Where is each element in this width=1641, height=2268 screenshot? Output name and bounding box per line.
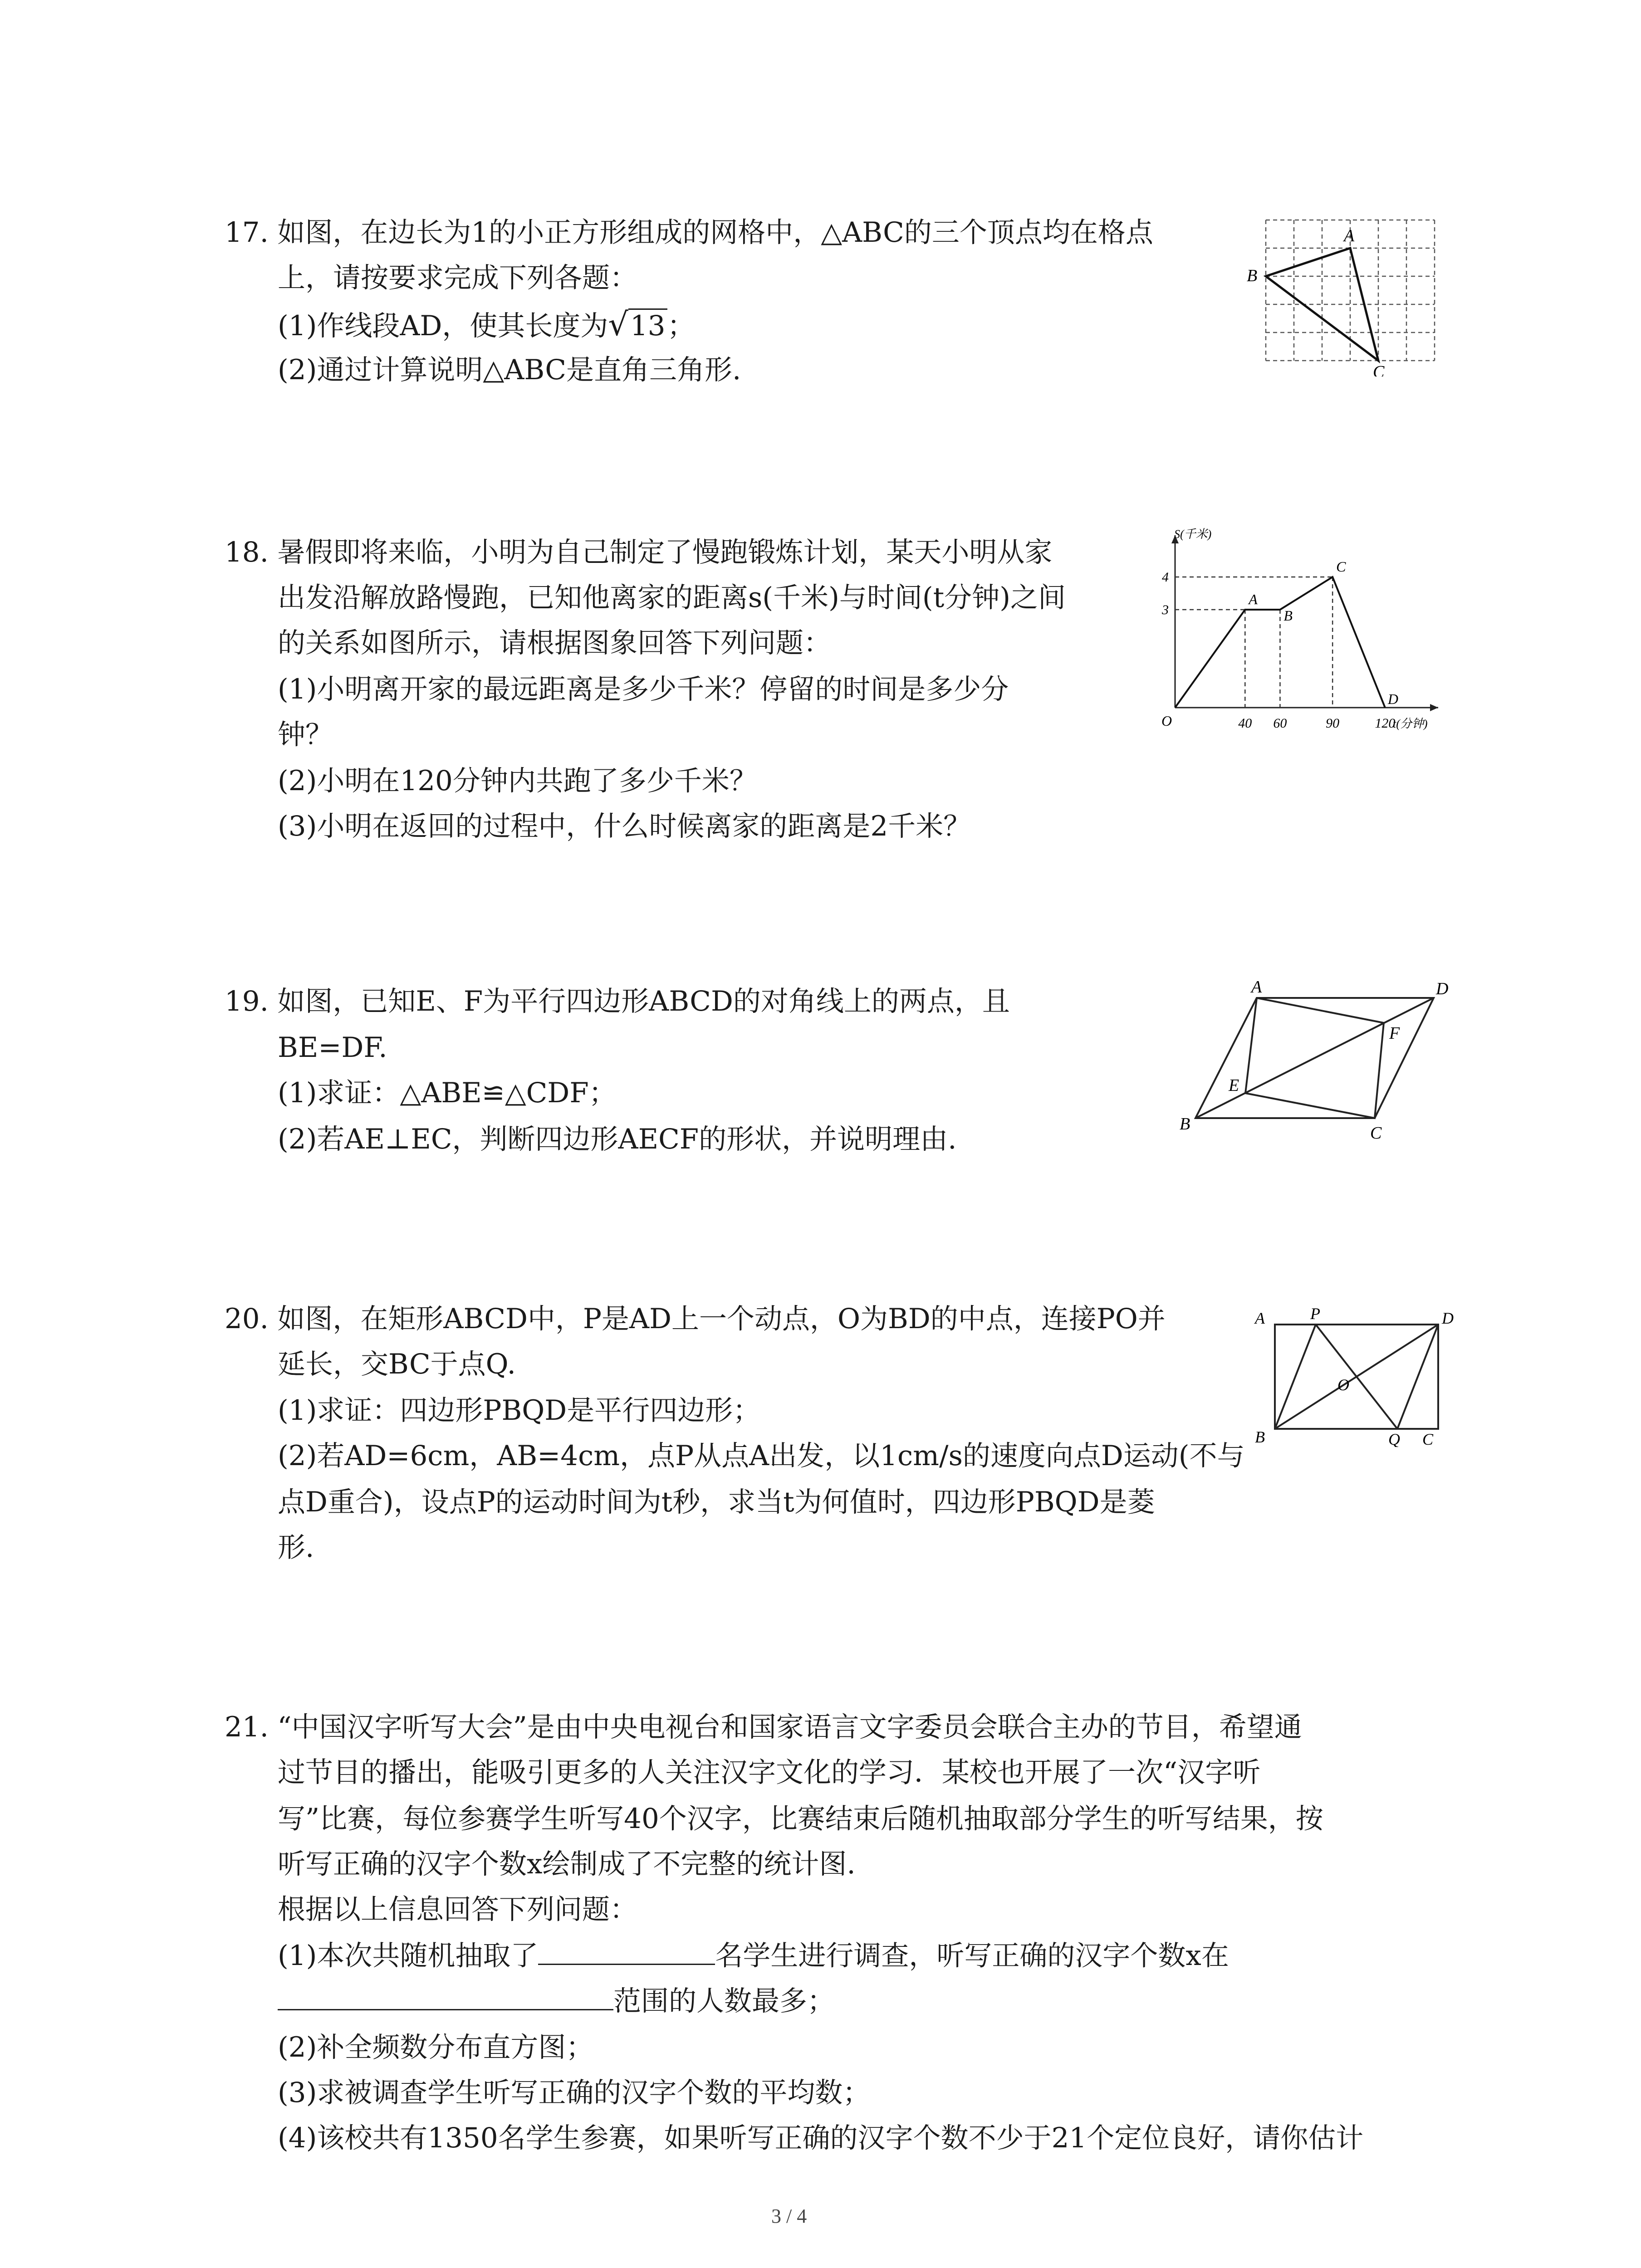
q21-number: 21. xyxy=(225,1711,269,1743)
y-tick-3: 3 xyxy=(1162,602,1169,617)
diagonal-bd xyxy=(1195,998,1434,1118)
q20-line1 xyxy=(225,1302,1166,1336)
q17-line3 xyxy=(278,307,695,343)
q21-line4: 听写正确的汉字个数x绘制成了不完整的统计图. xyxy=(278,1848,856,1880)
q17-text: 如图，在边长为1的小正方形组成的网格中，△ABC的三个顶点均在格点 xyxy=(277,216,1153,249)
q19-line3: (1)求证：△ABE≌△CDF； xyxy=(278,1077,617,1109)
q19-line4: (2)若AE⊥EC，判断四边形AECF的形状，并说明理由. xyxy=(278,1123,957,1155)
q17-number: 17. xyxy=(225,216,269,249)
q21-line5: 根据以上信息回答下列问题： xyxy=(278,1893,638,1926)
q17-line2: 上，请按要求完成下列各题： xyxy=(278,262,638,294)
label-a: A xyxy=(1251,980,1262,997)
label-e: E xyxy=(1229,1076,1239,1095)
label-a: A xyxy=(1255,1309,1265,1327)
q18-number: 18. xyxy=(225,536,269,568)
q21-line10: (4)该校共有1350名学生参赛，如果听写正确的汉字个数不少于21个定位良好，请你估计 xyxy=(278,2122,1364,2154)
label-b: B xyxy=(1247,266,1258,285)
x-tick-90: 90 xyxy=(1326,716,1340,731)
q20-line6: 形. xyxy=(278,1531,314,1564)
label-f: F xyxy=(1389,1024,1400,1043)
q18-distance-time-chart xyxy=(1143,526,1461,735)
label-q: Q xyxy=(1388,1430,1400,1447)
q21-line3: 写”比赛，每位参赛学生听写40个汉字，比赛结束后随机抽取部分学生的听写结果，按 xyxy=(278,1803,1323,1835)
q17-line4: (2)通过计算说明△ABC是直角三角形. xyxy=(278,354,741,386)
answer-blank-range[interactable] xyxy=(278,2009,613,2010)
q20-text: 如图，在矩形ABCD中，P是AD上一个动点，O为BD的中点，连接PO并 xyxy=(277,1303,1166,1335)
q18-line6: (2)小明在120分钟内共跑了多少千米？ xyxy=(278,765,757,797)
label-c: C xyxy=(1422,1430,1434,1447)
q18-line1 xyxy=(225,535,1052,570)
q21-line7 xyxy=(278,1984,835,2019)
y-tick-4: 4 xyxy=(1162,570,1169,585)
q18-line7: (3)小明在返回的过程中，什么时候离家的距离是2千米？ xyxy=(278,810,971,842)
q17-line1 xyxy=(225,215,1153,250)
q20-line5: 点D重合)，设点P的运动时间为t秒，求当t为何值时，四边形PBQD是菱 xyxy=(278,1486,1155,1518)
label-d: D xyxy=(1436,980,1449,998)
q18-line5: 钟？ xyxy=(278,719,333,751)
q18-line3: 的关系如图所示，请根据图象回答下列问题： xyxy=(278,627,832,659)
q18-text: 暑假即将来临，小明为自己制定了慢跑锻炼计划，某天小明从家 xyxy=(277,536,1053,568)
q19-text: 如图，已知E、F为平行四边形ABCD的对角线上的两点，且 xyxy=(277,985,1010,1017)
q21-line9: (3)求被调查学生听写正确的汉字个数的平均数； xyxy=(278,2077,871,2109)
answer-blank-count[interactable] xyxy=(538,1964,715,1965)
q21-line6 xyxy=(278,1939,1229,1973)
q20-line2: 延长，交BC于点Q. xyxy=(278,1348,516,1380)
sqrt-symbol: √ xyxy=(608,306,628,343)
q18-line2: 出发沿解放路慢跑，已知他离家的距离s(千米)与时间(t分钟)之间 xyxy=(278,582,1066,614)
label-o: O xyxy=(1337,1376,1349,1394)
q20-rectangle-figure xyxy=(1252,1306,1461,1447)
x-tick-120: 120 xyxy=(1375,716,1396,731)
q19-line2: BE=DF. xyxy=(278,1031,387,1064)
q21-text: “中国汉字听写大会”是由中央电视台和国家语言文字委员会联合主办的节目，希望通 xyxy=(277,1711,1302,1743)
x-axis-label: t(分钟) xyxy=(1393,717,1428,730)
segment-pq xyxy=(1316,1325,1397,1429)
q18-line4: (1)小明离开家的最远距离是多少千米？停留的时间是多少分 xyxy=(278,673,1009,705)
q17-semicolon: ； xyxy=(667,310,695,342)
q20-line4: (2)若AD=6cm，AB=4cm，点P从点A出发，以1cm/s的速度向点D运动(不与 xyxy=(278,1440,1245,1472)
x-tick-40: 40 xyxy=(1238,716,1252,731)
page-number: 3 / 4 xyxy=(771,2205,807,2227)
q20-number: 20. xyxy=(225,1303,269,1335)
point-label-d: D xyxy=(1387,691,1398,707)
q20-line3: (1)求证：四边形PBQD是平行四边形； xyxy=(278,1394,761,1427)
q21-line2: 过节目的播出，能吸引更多的人关注汉字文化的学习．某校也开展了一次“汉字听 xyxy=(278,1756,1261,1789)
q21-part1-text: (1)本次共随机抽取了 xyxy=(278,1940,539,1972)
label-b: B xyxy=(1255,1428,1265,1446)
q21-part1-rest: 名学生进行调查，听写正确的汉字个数x在 xyxy=(715,1940,1229,1972)
q17-grid-figure xyxy=(1239,213,1456,376)
label-c: C xyxy=(1370,1124,1382,1143)
segment-bp xyxy=(1275,1325,1316,1429)
point-label-c: C xyxy=(1336,558,1346,575)
label-b: B xyxy=(1180,1114,1190,1134)
q21-part1-end: 范围的人数最多； xyxy=(613,1985,835,2017)
y-axis-label: S(千米) xyxy=(1174,528,1212,541)
q19-parallelogram-figure xyxy=(1175,980,1465,1143)
q19-line1 xyxy=(225,984,1010,1019)
sqrt-radicand: 13 xyxy=(628,308,667,342)
point-label-a: A xyxy=(1249,591,1258,607)
label-p: P xyxy=(1310,1306,1320,1323)
q21-line8: (2)补全频数分布直方图； xyxy=(278,2031,594,2063)
label-d: D xyxy=(1442,1309,1454,1327)
segment-qd xyxy=(1397,1325,1438,1429)
q19-number: 19. xyxy=(225,985,269,1017)
x-tick-60: 60 xyxy=(1273,716,1287,731)
q21-line1 xyxy=(225,1710,1302,1745)
label-a: A xyxy=(1344,226,1355,245)
x-axis-arrow xyxy=(1430,704,1438,711)
point-label-b: B xyxy=(1283,607,1293,624)
label-c: C xyxy=(1373,362,1385,376)
q17-part1-text: (1)作线段AD，使其长度为 xyxy=(278,310,608,342)
point-label-o: O xyxy=(1161,713,1172,729)
